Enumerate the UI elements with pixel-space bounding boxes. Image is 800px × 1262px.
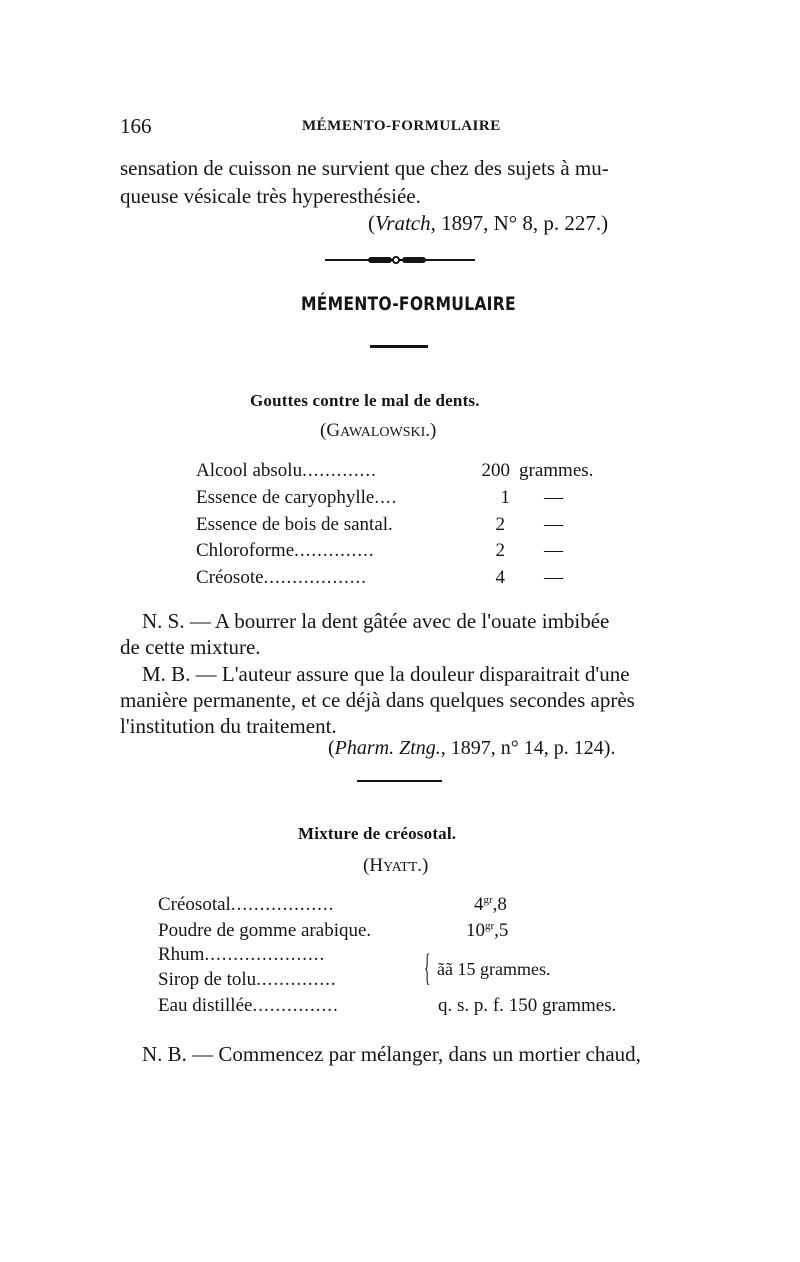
running-head: MÉMENTO-FORMULAIRE (302, 118, 501, 134)
nb-note-line-1: N. B. — Commencez par mélanger, dans un mortier chaud, (142, 1042, 641, 1066)
mb-note-line-2: manière permanente, et ce déjà dans quelques secondes après (120, 688, 635, 712)
section-title: MÉMENTO-FORMULAIRE (301, 293, 516, 315)
ingredient-qty: 2 (495, 540, 505, 561)
ingredient-qty: $10^{gr},5$ (466, 920, 509, 941)
ingredient-qty: 1 (500, 487, 510, 508)
author-initial: H (369, 855, 384, 876)
page-number: 166 (120, 114, 152, 138)
divider-line (325, 259, 475, 261)
ingredient-unit: — (544, 540, 563, 561)
recipe-1-title: Gouttes contre le mal de dents. (250, 391, 480, 410)
ingredient-name: Créosotal.................. (158, 894, 335, 915)
ns-note-line-1: N. S. — A bourrer la dent gâtée avec de l'ouate imbibée (142, 609, 610, 633)
intro-citation: (Vratch, 1897, N° 8, p. 227.) (368, 211, 609, 235)
intro-line-1: sensation de cuisson ne survient que chez des sujets à mu- (120, 156, 609, 180)
recipe-1-citation: (Pharm. Ztng., 1897, n° 14, p. 124). (328, 737, 616, 759)
citation-source: Pharm. Ztng. (334, 737, 441, 759)
ingredient-name: Poudre de gomme arabique. (158, 920, 372, 941)
divider-ornament-left (368, 257, 392, 263)
ingredient-name: Créosote.................. (196, 567, 368, 588)
author-initial: G (326, 420, 341, 441)
ingredient-name: Chloroforme.............. (196, 540, 375, 561)
ingredient-qty: q. s. p. f. 150 grammes. (438, 995, 617, 1016)
ingredient-qty: 200 (481, 460, 510, 481)
ingredient-name: Sirop de tolu.............. (158, 969, 337, 990)
ingredient-qty: 2 (495, 514, 505, 535)
ingredient-name: Eau distillée............... (158, 995, 339, 1016)
ingredient-qty: 4 (495, 567, 505, 588)
brace-quantity: ãã 15 grammes. (437, 959, 551, 979)
brace-symbol: { (424, 947, 431, 989)
ingredient-unit: — (544, 514, 563, 535)
divider-ornament-center (392, 256, 400, 264)
mb-note-line-3: l'institution du traitement. (120, 714, 337, 738)
citation-details: , 1897, n° 14, p. 124). (440, 737, 616, 759)
section-underline (370, 345, 428, 348)
ingredient-name: Rhum..................... (158, 944, 326, 965)
intro-line-2: queuse vésicale très hyperesthésiée. (120, 184, 421, 208)
citation-details: , 1897, N° 8, p. 227.) (430, 211, 609, 235)
mb-note-line-1: M. B. — L'auteur assure que la douleur disparaitrait d'une (142, 662, 630, 686)
ingredient-unit: — (544, 487, 563, 508)
section-separator (357, 780, 442, 782)
ingredient-qty: $4^{gr},8$ (474, 894, 507, 915)
recipe-1-author: (GAWALOWSKI.) (320, 420, 437, 441)
author-name: YATT (383, 860, 418, 875)
ingredient-name: Essence de caryophylle.... (196, 487, 398, 508)
ingredient-unit: grammes. (519, 460, 594, 481)
citation-source: Vratch (375, 211, 431, 235)
ns-note-line-2: de cette mixture. (120, 635, 261, 659)
recipe-2-title: Mixture de créosotal. (298, 824, 457, 843)
ingredient-name: Essence de bois de santal. (196, 514, 393, 535)
recipe-2-author: (HYATT.) (363, 855, 429, 876)
ingredient-unit: — (544, 567, 563, 588)
author-name: AWALOWSKI (340, 425, 426, 440)
divider-ornament-right (402, 257, 426, 263)
ingredient-name: Alcool absolu............. (196, 460, 377, 481)
